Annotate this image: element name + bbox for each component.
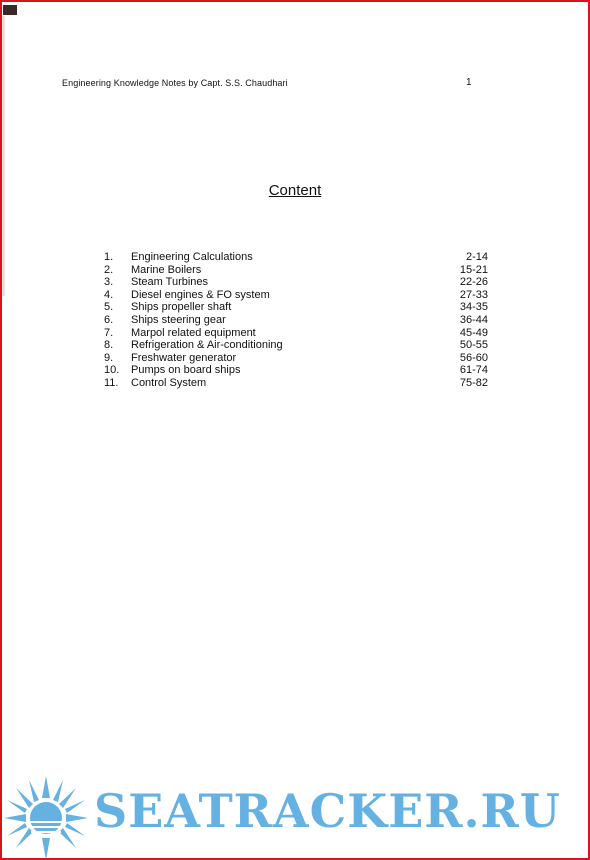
toc-label: Engineering Calculations — [131, 251, 253, 263]
toc-row — [104, 289, 494, 302]
toc-row — [104, 377, 494, 390]
toc-pages: 34-35 — [459, 301, 488, 314]
scan-edge-shadow — [2, 16, 5, 296]
toc-number: 7. — [104, 326, 114, 339]
toc-pages: 61-74 — [459, 364, 488, 377]
toc-label: Marine Boilers — [131, 263, 202, 276]
toc-pages: 45-49 — [459, 326, 488, 339]
toc-row — [104, 264, 494, 277]
toc-row — [104, 314, 494, 327]
toc-pages: 56-60 — [459, 351, 488, 364]
toc-number: 6. — [104, 313, 114, 326]
toc-number: 5. — [104, 301, 114, 314]
toc-label: Steam Turbines — [131, 276, 209, 289]
toc-label: Ships propeller shaft — [131, 301, 232, 314]
toc-label: Pumps on board ships — [131, 364, 241, 377]
toc-label: Freshwater generator — [131, 351, 237, 364]
header-title: Engineering Knowledge Notes by Capt. S.S. Chaudhari — [62, 78, 288, 88]
content-title: Content — [268, 182, 322, 199]
toc-number: 3. — [104, 276, 114, 289]
toc-number: 10. — [104, 364, 120, 377]
scan-corner-mark — [3, 5, 17, 15]
toc-number: 2. — [104, 263, 114, 276]
toc-label: Diesel engines & FO system — [131, 288, 270, 301]
toc-row — [104, 301, 494, 314]
sun-icon — [2, 772, 92, 858]
table-of-contents — [104, 251, 494, 390]
toc-row — [104, 276, 494, 289]
toc-row — [104, 327, 494, 340]
toc-number: 4. — [104, 288, 114, 301]
watermark — [2, 772, 588, 858]
toc-pages: 27-33 — [459, 288, 488, 301]
toc-number: 1. — [104, 251, 114, 263]
toc-number: 9. — [104, 351, 114, 364]
toc-row — [104, 251, 494, 264]
toc-pages: 15-21 — [459, 263, 488, 276]
toc-row — [104, 364, 494, 377]
toc-label: Ships steering gear — [131, 313, 226, 326]
toc-label: Marpol related equipment — [131, 326, 256, 339]
toc-row — [104, 352, 494, 365]
toc-pages: 2-14 — [465, 251, 488, 263]
toc-label: Control System — [131, 376, 207, 389]
page-number: 1 — [466, 77, 472, 88]
watermark-text: SEATRACKER.RU — [94, 784, 561, 838]
toc-number: 11. — [104, 376, 119, 389]
toc-number: 8. — [104, 339, 114, 352]
toc-pages: 22-26 — [459, 276, 488, 289]
toc-pages: 36-44 — [459, 313, 488, 326]
toc-row — [104, 339, 494, 352]
toc-label: Refrigeration & Air-conditioning — [131, 339, 283, 352]
toc-pages: 50-55 — [459, 339, 488, 352]
toc-pages: 75-82 — [459, 376, 488, 389]
